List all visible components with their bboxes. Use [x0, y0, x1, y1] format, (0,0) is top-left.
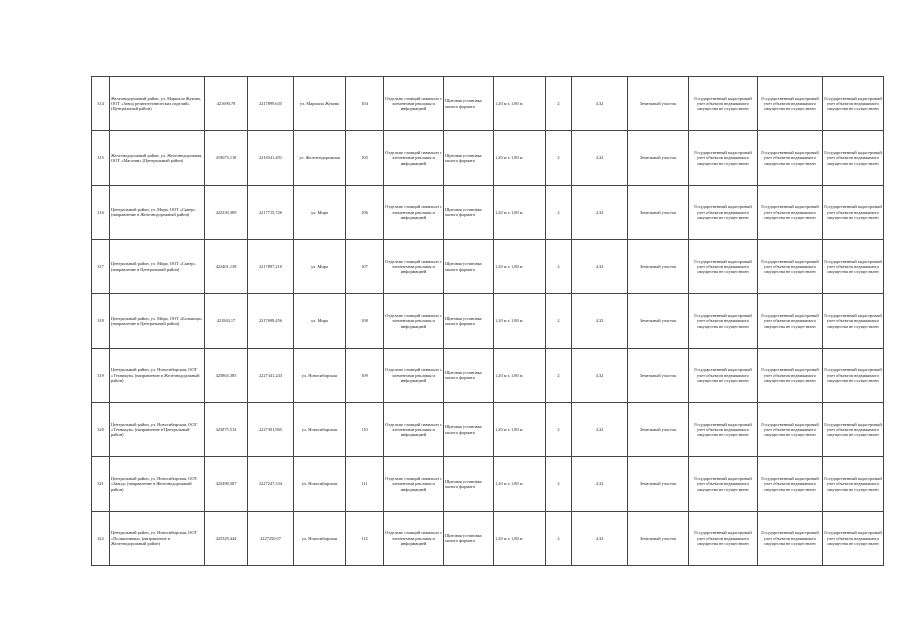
- sides-cell: 2: [546, 77, 572, 131]
- usage-cell: Отдельно стоящий павильон с элементами рекламы и информацией: [384, 348, 444, 402]
- ownership-1-cell: Государственный кадастровый учет объектов недвижимого имущества не осуществлен: [689, 348, 758, 402]
- street-cell: ул. Мира: [294, 294, 346, 348]
- street-cell: ул. Новосибирская: [294, 457, 346, 511]
- ownership-3-cell: Государственный кадастровый учет объектов недвижимого имущества не осуществлен: [823, 457, 884, 511]
- house-number-cell: 107: [346, 239, 384, 293]
- ownership-2-cell: Государственный кадастровый учет объектов недвижимого имущества не осуществлен: [758, 185, 823, 239]
- ownership-2-cell: Государственный кадастровый учет объектов недвижимого имущества не осуществлен: [758, 348, 823, 402]
- table-row: [92, 457, 884, 511]
- coord-x-cell: 419675,118: [205, 131, 248, 185]
- address-cell: Центральный район, ул. Мира, ООТ «Сквер» (направление в Железнодорожный район): [110, 185, 205, 239]
- table-body: [92, 77, 884, 566]
- house-number-cell: 111: [346, 457, 384, 511]
- table-row: [92, 185, 884, 239]
- table-row: [92, 511, 884, 565]
- house-number-cell: 110: [346, 402, 384, 456]
- ownership-3-cell: Государственный кадастровый учет объектов недвижимого имущества не осуществлен: [823, 239, 884, 293]
- land-type-cell: Земельный участок: [628, 402, 689, 456]
- street-cell: ул. Железнодорожная: [294, 131, 346, 185]
- coord-y-cell: 2227247,334: [248, 457, 294, 511]
- street-cell: ул. Новосибирская: [294, 511, 346, 565]
- sides-cell: 2: [546, 294, 572, 348]
- coord-x-cell: 425498,587: [205, 457, 248, 511]
- placement-table: [91, 76, 884, 566]
- form-cell: Щитовая установка малого формата: [444, 348, 494, 402]
- size-cell: 1,20 м х 1,80 м: [494, 185, 546, 239]
- house-number-cell: 106: [346, 185, 384, 239]
- sides-cell: 2: [546, 185, 572, 239]
- area-cell: 4,32: [572, 294, 628, 348]
- land-type-cell: Земельный участок: [628, 77, 689, 131]
- form-cell: Щитовая установка малого формата: [444, 77, 494, 131]
- table-row: [92, 348, 884, 402]
- address-cell: Центральный район, ул. Новосибирская, ООТ «Завод» (направление в Железнодорожный район): [110, 457, 205, 511]
- ownership-1-cell: Государственный кадастровый учет объектов недвижимого имущества не осуществлен: [689, 511, 758, 565]
- coord-y-cell: 2217715,726: [248, 185, 294, 239]
- ownership-3-cell: Государственный кадастровый учет объектов недвижимого имущества не осуществлен: [823, 402, 884, 456]
- size-cell: 1,20 м х 1,80 м: [494, 457, 546, 511]
- house-number-cell: 112: [346, 511, 384, 565]
- ownership-2-cell: Государственный кадастровый учет объектов недвижимого имущества не осуществлен: [758, 131, 823, 185]
- area-cell: 4,32: [572, 457, 628, 511]
- coord-y-cell: 2227301,965: [248, 402, 294, 456]
- address-cell: Центральный район, ул. Новосибирская, ООТ «Поликлиника» (направление в Железнодорожный район): [110, 511, 205, 565]
- table-row: [92, 402, 884, 456]
- coord-y-cell: 2217899,635: [248, 77, 294, 131]
- usage-cell: Отдельно стоящий павильон с элементами рекламы и информацией: [384, 131, 444, 185]
- street-cell: ул. Новосибирская: [294, 348, 346, 402]
- coord-x-cell: 425529,444: [205, 511, 248, 565]
- form-cell: Щитовая установка малого формата: [444, 457, 494, 511]
- sides-cell: 2: [546, 239, 572, 293]
- size-cell: 1,20 м х 1,80 м: [494, 77, 546, 131]
- street-cell: ул. Мира: [294, 239, 346, 293]
- house-number-cell: 108: [346, 294, 384, 348]
- row-number: 314: [92, 77, 110, 131]
- street-cell: ул. Новосибирская: [294, 402, 346, 456]
- sides-cell: 2: [546, 511, 572, 565]
- sides-cell: 2: [546, 348, 572, 402]
- address-cell: Центральный район, ул. Мира, ООТ «Сквер» (направление в Центральный район): [110, 239, 205, 293]
- house-number-cell: 104: [346, 77, 384, 131]
- area-cell: 4,32: [572, 131, 628, 185]
- row-number: 317: [92, 239, 110, 293]
- ownership-2-cell: Государственный кадастровый учет объектов недвижимого имущества не осуществлен: [758, 457, 823, 511]
- ownership-3-cell: Государственный кадастровый учет объектов недвижимого имущества не осуществлен: [823, 294, 884, 348]
- usage-cell: Отдельно стоящий павильон с элементами рекламы и информацией: [384, 402, 444, 456]
- ownership-3-cell: Государственный кадастровый учет объектов недвижимого имущества не осуществлен: [823, 348, 884, 402]
- ownership-1-cell: Государственный кадастровый учет объектов недвижимого имущества не осуществлен: [689, 185, 758, 239]
- form-cell: Щитовая установка малого формата: [444, 511, 494, 565]
- ownership-2-cell: Государственный кадастровый учет объектов недвижимого имущества не осуществлен: [758, 294, 823, 348]
- address-cell: Железнодорожный район, ул. Маршала Жукова, ООТ «Завод резинотехнических изделий» (Центральный район): [110, 77, 205, 131]
- land-type-cell: Земельный участок: [628, 457, 689, 511]
- land-type-cell: Земельный участок: [628, 131, 689, 185]
- coord-y-cell: 2227341,243: [248, 348, 294, 402]
- ownership-3-cell: Государственный кадастровый учет объектов недвижимого имущества не осуществлен: [823, 185, 884, 239]
- address-cell: Центральный район, ул. Новосибирская, ООТ «Техникум» (направление в Железнодорожный район): [110, 348, 205, 402]
- size-cell: 1,20 м х 1,80 м: [494, 239, 546, 293]
- row-number: 318: [92, 294, 110, 348]
- house-number-cell: 105: [346, 131, 384, 185]
- area-cell: 4,32: [572, 402, 628, 456]
- ownership-2-cell: Государственный кадастровый учет объектов недвижимого имущества не осуществлен: [758, 239, 823, 293]
- coord-x-cell: 425863,385: [205, 348, 248, 402]
- ownership-1-cell: Государственный кадастровый учет объектов недвижимого имущества не осуществлен: [689, 77, 758, 131]
- form-cell: Щитовая установка малого формата: [444, 294, 494, 348]
- row-number: 315: [92, 131, 110, 185]
- form-cell: Щитовая установка малого формата: [444, 239, 494, 293]
- coord-x-cell: 421690,78: [205, 77, 248, 131]
- usage-cell: Отдельно стоящий павильон с элементами рекламы и информацией: [384, 239, 444, 293]
- ownership-2-cell: Государственный кадастровый учет объектов недвижимого имущества не осуществлен: [758, 402, 823, 456]
- ownership-1-cell: Государственный кадастровый учет объектов недвижимого имущества не осуществлен: [689, 239, 758, 293]
- usage-cell: Отдельно стоящий павильон с элементами рекламы и информацией: [384, 511, 444, 565]
- sides-cell: 2: [546, 457, 572, 511]
- land-type-cell: Земельный участок: [628, 348, 689, 402]
- table-row: [92, 239, 884, 293]
- size-cell: 1,20 м х 1,80 м: [494, 402, 546, 456]
- coord-y-cell: 2217897,210: [248, 239, 294, 293]
- area-cell: 4,32: [572, 511, 628, 565]
- row-number: 316: [92, 185, 110, 239]
- form-cell: Щитовая установка малого формата: [444, 131, 494, 185]
- row-number: 321: [92, 457, 110, 511]
- area-cell: 4,32: [572, 185, 628, 239]
- sides-cell: 2: [546, 131, 572, 185]
- coord-x-cell: 422339,389: [205, 185, 248, 239]
- address-cell: Центральный район, ул. Новосибирская, ООТ «Техникум» (направление в Центральный район): [110, 402, 205, 456]
- coord-x-cell: 422461,138: [205, 239, 248, 293]
- table-row: [92, 77, 884, 131]
- usage-cell: Отдельно стоящий павильон с элементами рекламы и информацией: [384, 77, 444, 131]
- house-number-cell: 109: [346, 348, 384, 402]
- usage-cell: Отдельно стоящий павильон с элементами рекламы и информацией: [384, 457, 444, 511]
- coord-y-cell: 2216541,491: [248, 131, 294, 185]
- usage-cell: Отдельно стоящий павильон с элементами рекламы и информацией: [384, 294, 444, 348]
- ownership-3-cell: Государственный кадастровый учет объектов недвижимого имущества не осуществлен: [823, 131, 884, 185]
- usage-cell: Отдельно стоящий павильон с элементами рекламы и информацией: [384, 185, 444, 239]
- table-row: [92, 131, 884, 185]
- ownership-1-cell: Государственный кадастровый учет объектов недвижимого имущества не осуществлен: [689, 294, 758, 348]
- address-cell: Центральный район, ул. Мира, ООТ «Больница» (направление в Центральный район): [110, 294, 205, 348]
- area-cell: 4,32: [572, 77, 628, 131]
- coord-x-cell: 425875,514: [205, 402, 248, 456]
- coord-x-cell: 421843,17: [205, 294, 248, 348]
- ownership-1-cell: Государственный кадастровый учет объектов недвижимого имущества не осуществлен: [689, 402, 758, 456]
- coord-y-cell: 2227250,07: [248, 511, 294, 565]
- form-cell: Щитовая установка малого формата: [444, 402, 494, 456]
- size-cell: 1,20 м х 1,80 м: [494, 511, 546, 565]
- table-row: [92, 294, 884, 348]
- ownership-3-cell: Государственный кадастровый учет объектов недвижимого имущества не осуществлен: [823, 511, 884, 565]
- land-type-cell: Земельный участок: [628, 294, 689, 348]
- street-cell: ул. Маршала Жукова: [294, 77, 346, 131]
- row-number: 322: [92, 511, 110, 565]
- row-number: 320: [92, 402, 110, 456]
- street-cell: ул. Мира: [294, 185, 346, 239]
- row-number: 319: [92, 348, 110, 402]
- land-type-cell: Земельный участок: [628, 511, 689, 565]
- ownership-1-cell: Государственный кадастровый учет объектов недвижимого имущества не осуществлен: [689, 457, 758, 511]
- sides-cell: 2: [546, 402, 572, 456]
- ownership-3-cell: Государственный кадастровый учет объектов недвижимого имущества не осуществлен: [823, 77, 884, 131]
- area-cell: 4,32: [572, 239, 628, 293]
- address-cell: Железнодорожный район, ул. Железнодорожная, ООТ «Магазин» (Центральный район): [110, 131, 205, 185]
- ownership-2-cell: Государственный кадастровый учет объектов недвижимого имущества не осуществлен: [758, 77, 823, 131]
- land-type-cell: Земельный участок: [628, 185, 689, 239]
- size-cell: 1,20 м х 1,80 м: [494, 131, 546, 185]
- size-cell: 1,20 м х 1,80 м: [494, 294, 546, 348]
- ownership-2-cell: Государственный кадастровый учет объектов недвижимого имущества не осуществлен: [758, 511, 823, 565]
- area-cell: 4,32: [572, 348, 628, 402]
- ownership-1-cell: Государственный кадастровый учет объектов недвижимого имущества не осуществлен: [689, 131, 758, 185]
- size-cell: 1,20 м х 1,80 м: [494, 348, 546, 402]
- coord-y-cell: 2217698,456: [248, 294, 294, 348]
- land-type-cell: Земельный участок: [628, 239, 689, 293]
- form-cell: Щитовая установка малого формата: [444, 185, 494, 239]
